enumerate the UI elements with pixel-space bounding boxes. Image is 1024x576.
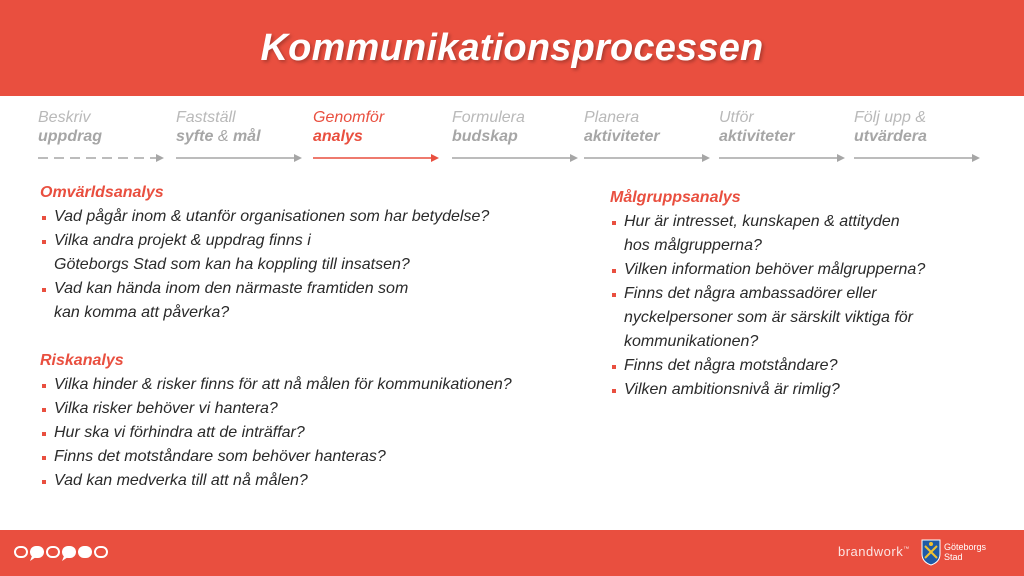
- item-text: Hur är intresset, kunskapen & attityden: [624, 213, 900, 230]
- malgrupp-list: [610, 210, 1010, 402]
- brand-name: brandwork: [838, 544, 904, 559]
- city-line1: Göteborgs: [944, 542, 987, 552]
- list-item: [610, 210, 1010, 258]
- right-column: [610, 186, 1010, 402]
- step-line2: utvärdera: [854, 128, 927, 145]
- header-bar: [0, 0, 1024, 96]
- item-text: Finns det några ambassadörer eller: [624, 285, 877, 302]
- step-faststall-syfte-mal: [176, 108, 304, 146]
- step-line1: Beskriv: [38, 109, 91, 126]
- section-title-riskanalys: Riskanalys: [40, 352, 124, 369]
- step-arrow: [584, 154, 710, 162]
- list-item: [610, 378, 1010, 402]
- list-item: [610, 258, 1010, 282]
- list-item: [40, 229, 600, 277]
- step-folj-upp-utvardera: [854, 108, 982, 146]
- step-line2-a: syfte: [176, 128, 214, 145]
- list-item: [610, 282, 1010, 354]
- step-line1: Följ upp &: [854, 109, 927, 126]
- item-text: Vad pågår inom & utanför organisationen som har betydelse?: [54, 208, 490, 225]
- list-item: [40, 205, 600, 229]
- goteborg-crest-icon: [920, 538, 942, 566]
- item-text: kommunikationen?: [624, 333, 759, 350]
- step-arrow-active: [313, 154, 439, 162]
- list-item: Vilka hinder & risker finns för att nå målen för kommunikationen?: [40, 373, 600, 397]
- step-line1: Utför: [719, 109, 754, 126]
- item-text: Vilka andra projekt & uppdrag finns i: [54, 232, 311, 249]
- step-line2: analys: [313, 128, 363, 145]
- process-steps: [38, 108, 988, 168]
- step-line2: budskap: [452, 128, 518, 145]
- footer-bar: [0, 530, 1024, 576]
- item-text: Finns det några motståndare?: [624, 357, 838, 374]
- brandwork-logo: [838, 544, 910, 559]
- item-text: Vilken ambitionsnivå är rimlig?: [624, 381, 840, 398]
- item-text: kan komma att påverka?: [54, 304, 230, 321]
- step-line2: [176, 127, 304, 146]
- item-text: Göteborgs Stad som kan ha koppling till insatsen?: [54, 256, 410, 273]
- step-line2-amp: &: [217, 128, 229, 145]
- speech-bubbles-logo-icon: [14, 544, 110, 562]
- list-item: Vad kan medverka till att nå målen?: [40, 469, 600, 493]
- page-title: Kommunikationsprocessen: [260, 26, 764, 69]
- step-genomfor-analys: [313, 108, 441, 146]
- step-formulera-budskap: [452, 108, 580, 146]
- step-line2: aktiviteter: [584, 128, 660, 145]
- section-title-omvarldsanalys: Omvärldsanalys: [40, 184, 164, 201]
- omvarld-list: [40, 205, 600, 325]
- step-arrow: [719, 154, 845, 162]
- step-line2: aktiviteter: [719, 128, 795, 145]
- item-text: hos målgrupperna?: [624, 237, 762, 254]
- list-item: Vilka risker behöver vi hantera?: [40, 397, 600, 421]
- spacer: [40, 325, 600, 349]
- list-item: Finns det motståndare som behöver hanteras?: [40, 445, 600, 469]
- step-arrow: [854, 154, 980, 162]
- list-item: Hur ska vi förhindra att de inträffar?: [40, 421, 600, 445]
- step-line1: Formulera: [452, 109, 525, 126]
- step-arrow-dashed: [38, 154, 164, 162]
- step-line1: Planera: [584, 109, 640, 126]
- list-item: [40, 277, 600, 325]
- item-text: Vilken information behöver målgrupperna?: [624, 261, 926, 278]
- step-line1: Fastställ: [176, 109, 236, 126]
- step-arrow: [176, 154, 302, 162]
- step-line2: uppdrag: [38, 128, 102, 145]
- city-line2: Stad: [944, 552, 963, 562]
- item-text: Vad kan hända inom den närmaste framtiden som: [54, 280, 409, 297]
- brand-tm: ™: [903, 546, 910, 553]
- step-planera-aktiviteter: [584, 108, 712, 146]
- item-text: nyckelpersoner som är särskilt viktiga för: [624, 309, 913, 326]
- list-item: [610, 354, 1010, 378]
- section-title-malgruppsanalys: Målgruppsanalys: [610, 189, 741, 206]
- left-column: [40, 181, 600, 493]
- risk-list: [40, 373, 600, 493]
- step-utfor-aktiviteter: [719, 108, 847, 146]
- step-line2-b: mål: [232, 128, 261, 145]
- step-line1: Genomför: [313, 109, 385, 126]
- step-beskriv-uppdrag: [38, 108, 166, 146]
- step-arrow: [452, 154, 578, 162]
- goteborgs-stad-wordmark: [944, 542, 986, 562]
